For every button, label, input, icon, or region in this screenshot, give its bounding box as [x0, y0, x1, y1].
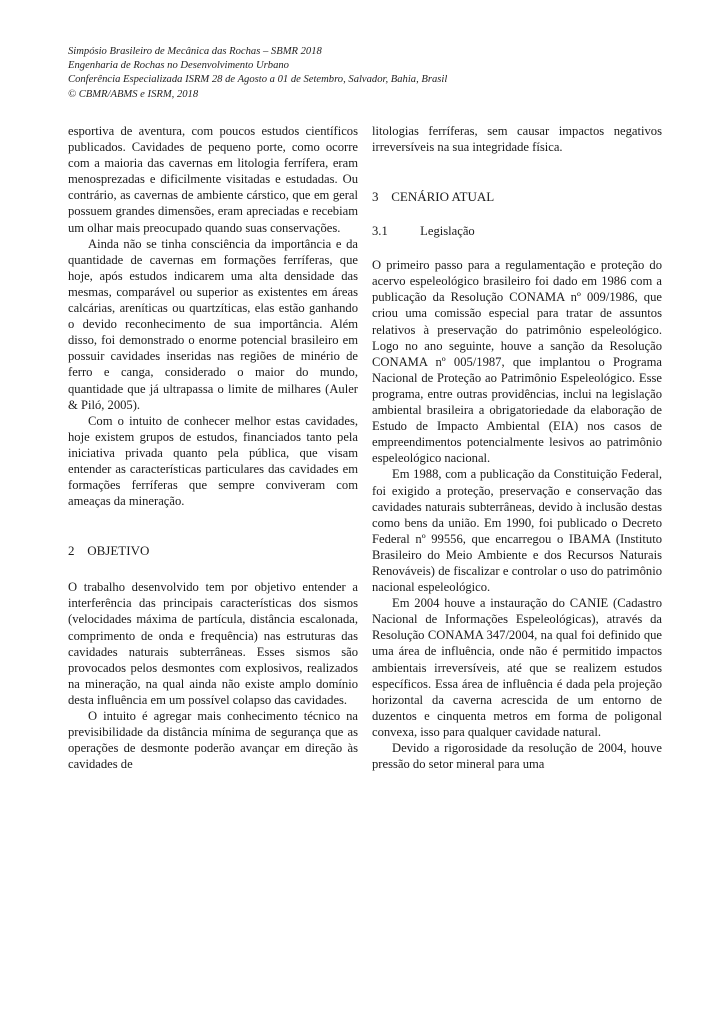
subsection-number: 3.1 [372, 224, 388, 239]
left-column [68, 123, 358, 772]
subsection-heading [372, 223, 662, 239]
conference-details: Conferência Especializada ISRM 28 de Agosto a 01 de Setembro, Salvador, Bahia, Brasil [68, 74, 448, 86]
subsection-title: Legislação [420, 224, 475, 239]
paragraph: Devido a rigorosidade da resolução de 2004, houve pressão do setor mineral para uma [372, 741, 662, 772]
paragraph: Em 2004 houve a instauração do CANIE (Cadastro Nacional de Informações Espeleológicas), através da Resolução CONAMA 347/2004, na qual foi definido que uma área de influência, onde não é permitido impactos ambientais irreversíveis, até que se realizem estudos específicos. Essa área de influência é dada pela projeção horizontal da caverna acrescida de um entorno de duzentos e cinquenta metros em forma de poligonal convexa, isso para qualquer cavidade natural. [372, 596, 662, 739]
paragraph: Com o intuito de conhecer melhor estas cavidades, hoje existem grupos de estudos, financiados tanto pela iniciativa privada quanto pela pública, que visam entender as características particulares das cavidades em formações ferríferas que sempre conviveram com ameaças da mineração. [68, 413, 358, 509]
paragraph: esportiva de aventura, com poucos estudos científicos publicados. Cavidades de pequeno porte, como ocorre com a maioria das cavernas em litologia ferrífera, eram menosprezadas e dificilmente visitadas e estudadas. Ou contrário, as cavernas de ambiente cárstico, que em geral possuem grandes dimensões, eram apreciadas e recebiam um olhar mais preocupado quando suas conservações. [68, 124, 358, 235]
paragraph: O intuito é agregar mais conhecimento técnico na previsibilidade da distância mínima de segurança que as operações de desmonte poderão avançar em direção às cavidades de [68, 709, 358, 772]
right-column [372, 123, 662, 772]
paragraph: Em 1988, com a publicação da Constituição Federal, foi exigido a proteção, preservação e conservação das cavidades naturais subterrâneas, devido à inclusão destas como bens da união. Em 1990, foi publicado o Decreto Federal nº 99556, que encarregou o IBAMA (Instituto Brasileiro do Meio Ambiente e dos Recursos Naturais Renováveis) de fiscalizar e controlar o uso do patrimônio nacional espeleológico. [372, 467, 662, 595]
page-header [68, 45, 668, 102]
section-number: 3 [372, 189, 379, 205]
section-heading [372, 189, 662, 205]
section-title: OBJETIVO [87, 543, 150, 559]
section-heading [68, 543, 358, 559]
paragraph: litologias ferríferas, sem causar impactos negativos irreversíveis na sua integridade física. [372, 124, 662, 155]
copyright-line: © CBMR/ABMS e ISRM, 2018 [68, 88, 199, 100]
conference-subtitle: Engenharia de Rochas no Desenvolvimento Urbano [68, 60, 289, 72]
paragraph: Ainda não se tinha consciência da importância e da quantidade de cavernas em formações ferríferas, que hoje, após estudos indicarem uma alta densidade das mesmas, comparável ou superior as existentes em áreas calcárias, areníticas ou quartzíticas, elas estão ganhando o devido reconhecimento de sua importância. Além disso, foi demonstrado o enorme potencial brasileiro em possuir cavidades inseridas nas regiões de minério de ferro e canga, considerado o maior do mundo, quantidade que já ultrapassa o limite de milhares (Auler & Piló, 2005). [68, 236, 358, 412]
section-title: CENÁRIO ATUAL [391, 189, 495, 205]
section-number: 2 [68, 543, 75, 559]
paragraph: O trabalho desenvolvido tem por objetivo entender a interferência das principais características dos sismos (velocidades máxima de partícula, distância escalonada, comprimento de onda e frequência) nas estruturas das cavidades naturais subterrâneas. Esses sismos são provocados pelos desmontes com explosivos, realizados na mineração, na qual ainda não existe amplo domínio desta influência em um possível colapso das cavidades. [68, 580, 358, 707]
paragraph: O primeiro passo para a regulamentação e proteção do acervo espeleológico brasileiro foi dado em 1986 com a publicação da Resolução CONAMA nº 009/1986, que criou uma comissão especial para tratar de assuntos relativos à preservação do patrimônio espeleológico. Logo no ano seguinte, houve a sanção da Resolução CONAMA nº 005/1987, que implantou o Programa Nacional de Proteção ao Patrimônio Espeleológico. Esse programa, entre outras providências, inclui na legislação ambiental brasileira a obrigatoriedade da elaboração de Estudo de Impacto Ambiental (EIA) nos casos de empreendimentos potencialmente lesivos ao patrimônio espeleológico nacional. [372, 258, 662, 466]
conference-title: Simpósio Brasileiro de Mecânica das Rochas – SBMR 2018 [68, 46, 322, 57]
